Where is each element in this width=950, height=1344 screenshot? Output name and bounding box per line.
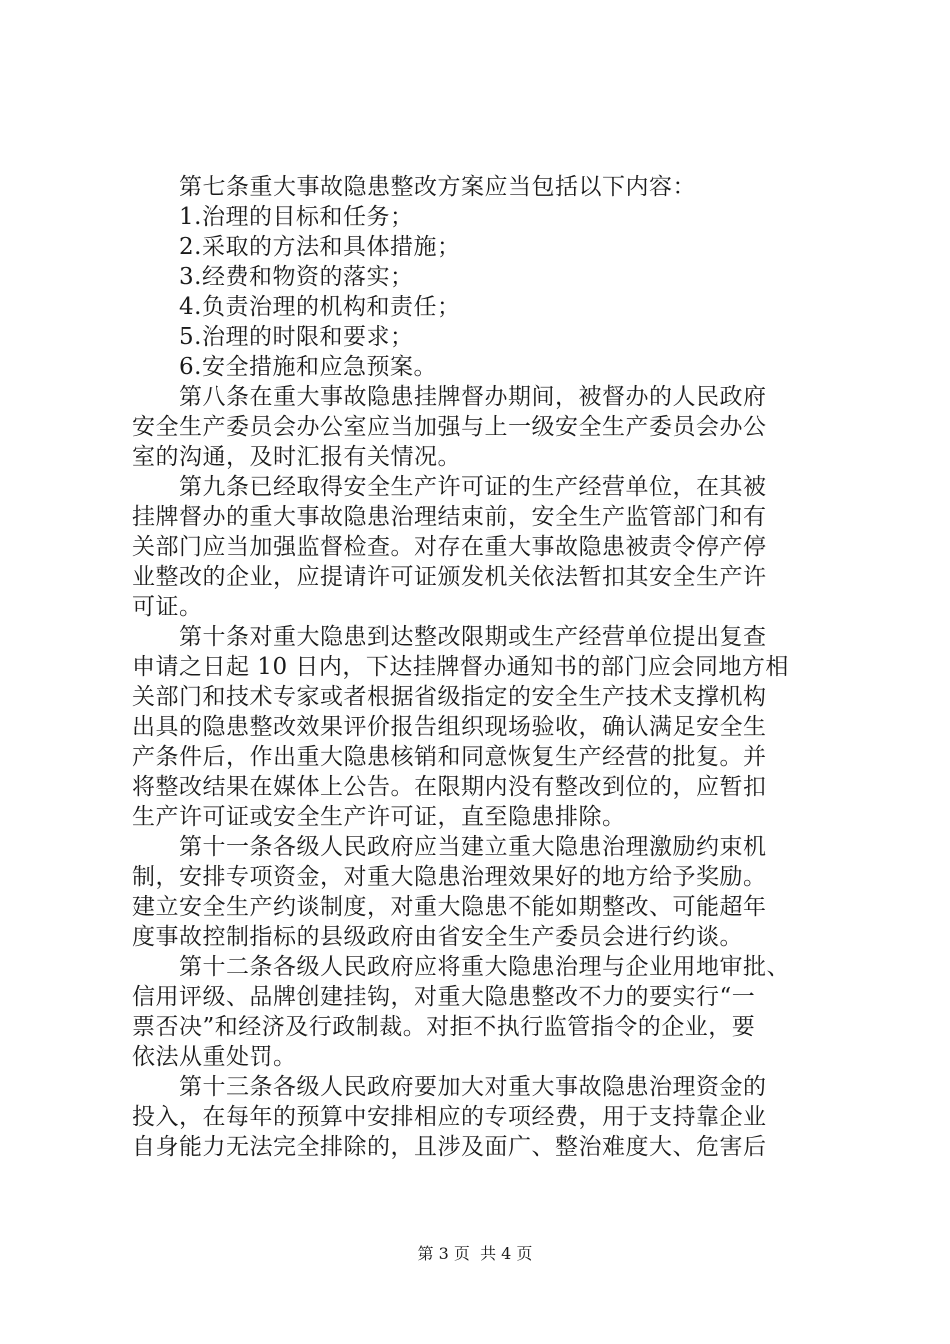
text-line: 4.负责治理的机构和责任； bbox=[179, 294, 461, 320]
text-line: 安全生产委员会办公室应当加强与上一级安全生产委员会办公 bbox=[132, 414, 767, 440]
text-line: 申请之日起 10 日内，下达挂牌督办通知书的部门应会同地方相 bbox=[132, 654, 789, 680]
text-line: 3.经费和物资的落实； bbox=[179, 264, 414, 290]
text-line: 生产许可证或安全生产许可证，直至隐患排除。 bbox=[132, 804, 626, 830]
text-line: 第十三条各级人民政府要加大对重大事故隐患治理资金的 bbox=[179, 1074, 767, 1100]
text-line: 第十条对重大隐患到达整改限期或生产经营单位提出复查 bbox=[179, 624, 767, 650]
text-line: 第七条重大事故隐患整改方案应当包括以下内容： bbox=[179, 174, 696, 200]
text-line: 自身能力无法完全排除的，且涉及面广、整治难度大、危害后 bbox=[132, 1134, 767, 1160]
text-line: 6.安全措施和应急预案。 bbox=[179, 354, 437, 380]
text-line: 将整改结果在媒体上公告。在限期内没有整改到位的，应暂扣 bbox=[132, 774, 767, 800]
text-line: 第八条在重大事故隐患挂牌督办期间，被督办的人民政府 bbox=[179, 384, 767, 410]
text-line: 建立安全生产约谈制度，对重大隐患不能如期整改、可能超年 bbox=[132, 894, 767, 920]
document-body bbox=[132, 172, 832, 1162]
text-line: 依法从重处罚。 bbox=[132, 1044, 297, 1070]
text-line: 第十一条各级人民政府应当建立重大隐患治理激励约束机 bbox=[179, 834, 767, 860]
text-line: 挂牌督办的重大事故隐患治理结束前，安全生产监管部门和有 bbox=[132, 504, 767, 530]
text-line: 关部门应当加强监督检查。对存在重大事故隐患被责令停产停 bbox=[132, 534, 767, 560]
page-footer: 第 3 页 共 4 页 bbox=[417, 1244, 533, 1263]
text-line: 产条件后，作出重大隐患核销和同意恢复生产经营的批复。并 bbox=[132, 744, 767, 770]
text-line: 票否决”和经济及行政制裁。对拒不执行监管指令的企业，要 bbox=[132, 1014, 756, 1040]
text-line: 1.治理的目标和任务； bbox=[179, 204, 414, 230]
text-line: 室的沟通，及时汇报有关情况。 bbox=[132, 444, 461, 470]
text-line: 信用评级、品牌创建挂钩，对重大隐患整改不力的要实行“一 bbox=[132, 984, 756, 1010]
text-line: 5.治理的时限和要求； bbox=[179, 324, 414, 350]
text-line: 度事故控制指标的县级政府由省安全生产委员会进行约谈。 bbox=[132, 924, 743, 950]
text-line: 第九条已经取得安全生产许可证的生产经营单位，在其被 bbox=[179, 474, 767, 500]
text-line: 2.采取的方法和具体措施； bbox=[179, 234, 461, 260]
text-line: 业整改的企业，应提请许可证颁发机关依法暂扣其安全生产许 bbox=[132, 564, 767, 590]
text-line: 可证。 bbox=[132, 594, 203, 620]
text-line: 第十二条各级人民政府应将重大隐患治理与企业用地审批、 bbox=[179, 954, 790, 980]
text-line: 制，安排专项资金，对重大隐患治理效果好的地方给予奖励。 bbox=[132, 864, 767, 890]
text-line: 出具的隐患整改效果评价报告组织现场验收，确认满足安全生 bbox=[132, 714, 767, 740]
text-line: 关部门和技术专家或者根据省级指定的安全生产技术支撑机构 bbox=[132, 684, 767, 710]
text-line: 投入，在每年的预算中安排相应的专项经费，用于支持靠企业 bbox=[132, 1104, 767, 1130]
